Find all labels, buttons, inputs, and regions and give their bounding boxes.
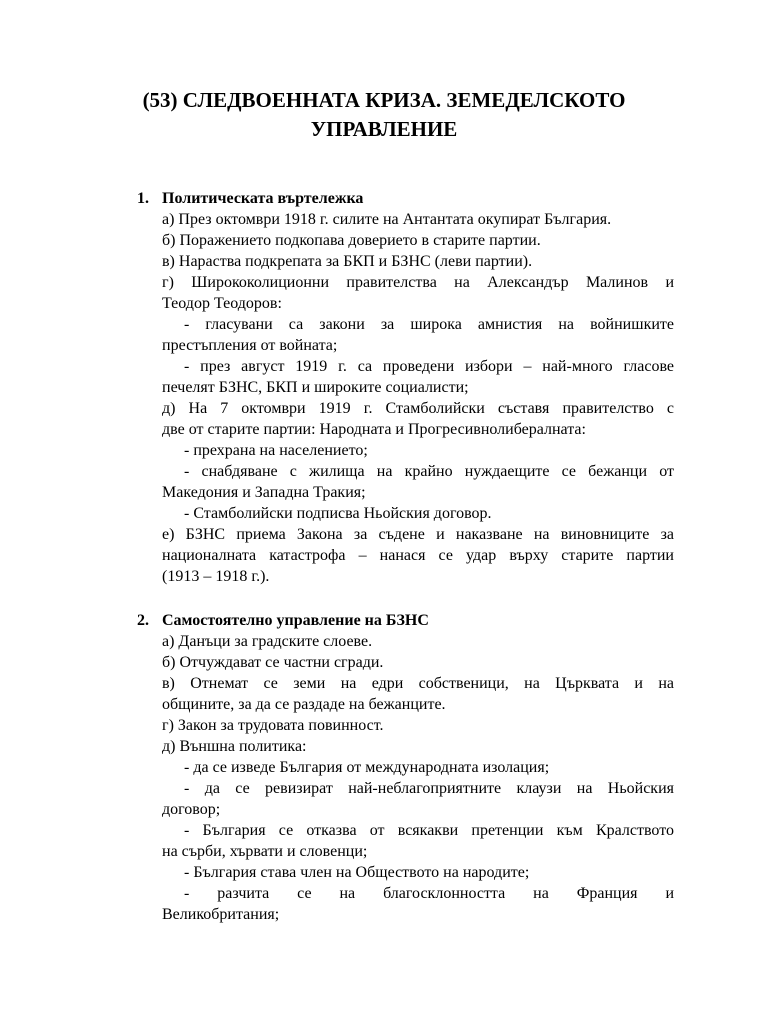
text-line: Великобритания; [162, 906, 280, 923]
bullet-line: - гласувани са закони за широка амнистия на войнишките [184, 316, 674, 333]
text-line: на сърби, хървати и словенци; [162, 843, 368, 860]
text-line: договор; [162, 801, 221, 818]
bullet-line: - Стамболийски подписва Ньойския договор. [184, 505, 492, 522]
text-line: г) Ширококолиционни правителства на Александър Малинов и [162, 274, 674, 291]
bullet-line: - разчита се на благосклонността на Франция и [184, 885, 674, 902]
text-line: Теодор Теодоров: [162, 295, 282, 312]
bullet-line: - България става член на Обществото на народите; [184, 864, 530, 881]
text-line: д) На 7 октомври 1919 г. Стамболийски съставя правителство с [162, 400, 674, 417]
bullet-line: - през август 1919 г. са проведени избори – най-много гласове [184, 358, 674, 375]
title-line-1: (53) СЛЕДВОЕННАТА КРИЗА. ЗЕМЕДЕЛСКОТО [142, 88, 626, 112]
text-line: националната катастрофа – нанася се удар върху старите партии [162, 547, 674, 564]
text-line: г) Закон за трудовата повинност. [162, 717, 384, 734]
text-line: е) БЗНС приема Закона за съдене и наказване на виновниците за [162, 526, 674, 543]
section-heading-text: Политическата въртележка [162, 190, 364, 207]
section-number: 1. [137, 190, 149, 207]
section-political-carousel [137, 188, 674, 587]
text-line: в) Нараства подкрепата за БКП и БЗНС (леви партии). [162, 253, 533, 270]
text-line: печелят БЗНС, БКП и широките социалисти; [162, 379, 469, 396]
section-heading [137, 610, 674, 631]
section-heading-text: Самостоятелно управление на БЗНС [162, 612, 429, 629]
text-line: б) Отчуждават се частни сгради. [162, 654, 384, 671]
text-line: (1913 – 1918 г.). [162, 568, 270, 585]
bullet-line: - снабдяване с жилища на крайно нуждаещите се бежанци от [184, 463, 674, 480]
text-line: а) Данъци за градските слоеве. [162, 633, 373, 650]
text-line: общините, за да се раздаде на бежанците. [162, 696, 446, 713]
bullet-line: - прехрана на населението; [184, 442, 368, 459]
text-line: а) През октомври 1918 г. силите на Антантата окупират България. [162, 211, 612, 228]
bullet-line: - България се отказва от всякакви претенции към Кралството [184, 822, 674, 839]
text-line: д) Външна политика: [162, 738, 307, 755]
bullet-line: - да се изведе България от международната изолация; [184, 759, 550, 776]
text-line: две от старите партии: Народната и Прогресивнолибералната: [162, 421, 586, 438]
section-number: 2. [137, 612, 149, 629]
text-line: в) Отнемат се земи на едри собственици, на Църквата и на [162, 675, 674, 692]
text-line: престъпления от войната; [162, 337, 338, 354]
bullet-line: - да се ревизират най-неблагоприятните клаузи на Ньойския [184, 780, 674, 797]
section-heading [137, 188, 674, 209]
text-line: б) Поражението подкопава доверието в старите партии. [162, 232, 541, 249]
section-bzns-rule [137, 610, 674, 925]
title-line-2: УПРАВЛЕНИЕ [310, 117, 458, 141]
text-line: Македония и Западна Тракия; [162, 484, 366, 501]
page-title [60, 86, 708, 144]
